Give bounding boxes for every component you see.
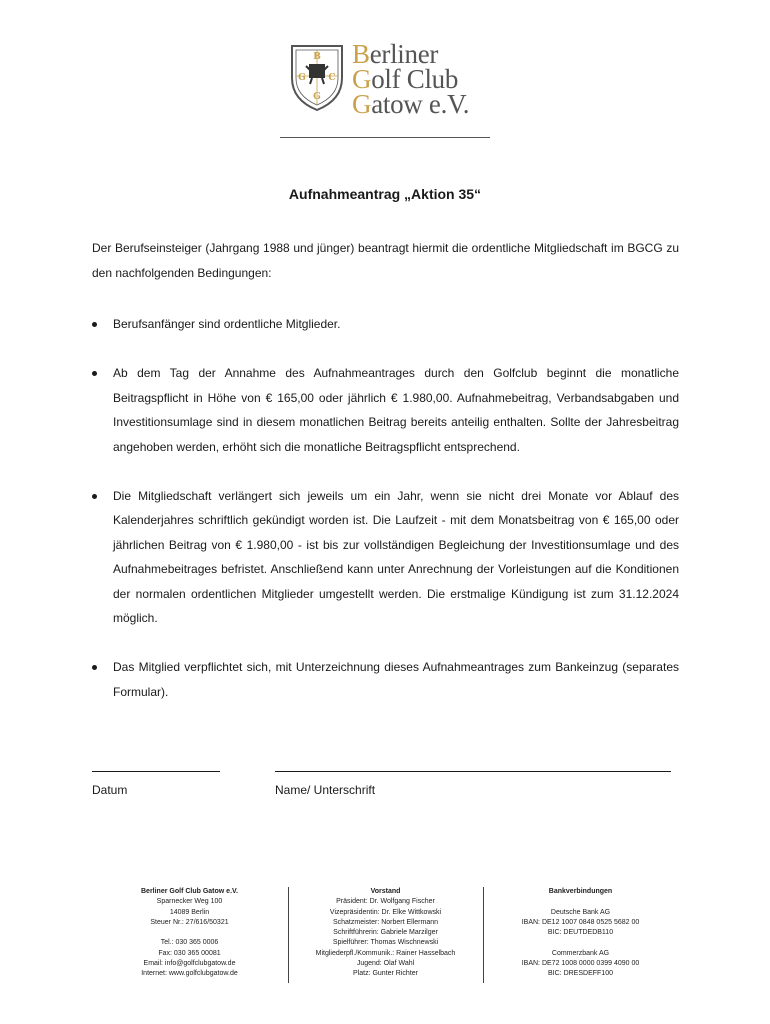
footer-board-column <box>288 887 483 980</box>
footer-line: Schriftführerin: Gabriele Marzilger <box>333 929 438 937</box>
footer-line: Platz: Gunter Richter <box>353 970 418 978</box>
footer-line: 14089 Berlin <box>169 908 210 916</box>
club-crest-icon <box>288 42 346 114</box>
crest-letter-top: B <box>313 52 321 62</box>
condition-text: Die Mitgliedschaft verlängert sich jeweils um ein Jahr, wenn sie nicht drei Monate vor Ablauf des Kalenderjahres schriftlich gekündigt worden ist. Die Laufzeit - mit dem Monatsbeitrag von € 165,00 oder jährlichen Beitrag von € 1.980,00 - ist bis zur vollständigen Begleichung der Investitionsumlage und des Aufnahmebeitrages befristet. Anschließend kann unter Anrechnung der Vorleistungen auf die Konditionen der normalen ordentlichen Mitglieder umgestellt werden. Die erstmalige Kündigung ist zum 31.12.2024 möglich. <box>113 488 679 625</box>
crest-letter-left: G <box>298 73 306 83</box>
bullet-icon <box>92 322 97 327</box>
footer-line: IBAN: DE72 1008 0000 0399 4090 00 <box>521 960 640 968</box>
footer-line: Commerzbank AG <box>551 949 610 957</box>
footer-line: Steuer Nr.: 27/616/50321 <box>150 918 229 926</box>
page-footer <box>92 887 679 983</box>
condition-text: Das Mitglied verpflichtet sich, mit Unterzeichnung dieses Aufnahmeantrages zum Bankeinzug (separates Formular). <box>113 660 679 699</box>
condition-text: Berufsanfänger sind ordentliche Mitglieder. <box>113 317 341 331</box>
footer-line <box>483 938 678 948</box>
conditions-list <box>92 312 679 729</box>
footer-club-column <box>92 887 287 980</box>
bullet-icon <box>92 494 97 499</box>
footer-line: Vizepräsidentin: Dr. Elke Wittkowski <box>329 908 442 916</box>
wordmark-line-2: Golf Club <box>352 64 459 94</box>
footer-line: Präsident: Dr. Wolfgang Fischer <box>336 898 435 906</box>
list-item <box>92 484 679 631</box>
footer-line: Fax: 030 365 00081 <box>158 949 221 957</box>
condition-text: Ab dem Tag der Annahme des Aufnahmeantrages durch den Golfclub beginnt die monatliche Beitragspflicht in Höhe von € 165,00 oder jährlich € 1.980,00. Aufnahmebeitrag, Verbandsabgaben und Investitionsumlage sind in diesem monatlichen Beitrag bereits anteilig enthalten. Sollte der Jahresbeitrag angehoben werden, erhöht sich die monatliche Beitragspflicht entsprechend. <box>113 366 679 454</box>
document-title: Aufnahmeantrag „Aktion 35“ <box>288 186 482 202</box>
footer-line: BIC: DRESDEFF100 <box>548 970 613 978</box>
footer-line: Schatzmeister: Norbert Ellermann <box>332 918 439 926</box>
name-signature-line[interactable] <box>275 771 671 772</box>
crest-letter-bottom: G <box>313 92 321 102</box>
list-item <box>92 312 679 337</box>
date-label: Datum <box>92 783 128 797</box>
wordmark-line-3: Gatow e.V. <box>352 89 470 119</box>
footer-line: Spielführer: Thomas Wischnewski <box>332 939 439 947</box>
footer-line: Jugend: Olaf Wahl <box>356 960 415 968</box>
footer-club-head: Berliner Golf Club Gatow e.V. <box>141 888 238 895</box>
list-item <box>92 655 679 704</box>
club-logo <box>288 39 488 130</box>
crest-letter-right: C <box>328 73 336 83</box>
footer-line: Mitgliederpfl./Kommunik.: Rainer Hasselbach <box>315 949 456 957</box>
footer-line: Internet: www.golfclubgatow.de <box>141 970 238 978</box>
bullet-icon <box>92 371 97 376</box>
footer-line: IBAN: DE12 1007 0848 0525 5682 00 <box>521 918 640 926</box>
footer-line: Deutsche Bank AG <box>550 908 611 916</box>
name-label: Name/ Unterschrift <box>275 783 376 797</box>
intro-paragraph: Der Berufseinsteiger (Jahrgang 1988 und jünger) beantragt hiermit die ordentliche Mitgliedschaft im BGCG zu den nachfolgenden Bedingungen: <box>92 241 679 280</box>
club-wordmark <box>352 39 470 119</box>
list-item <box>92 361 679 459</box>
header-divider <box>280 137 490 138</box>
footer-board-head: Vorstand <box>370 888 401 895</box>
date-signature-line[interactable] <box>92 771 220 772</box>
footer-line: Sparnecker Weg 100 <box>156 898 223 906</box>
footer-line: Email: info@golfclubgatow.de <box>143 960 236 968</box>
footer-line: Tel.: 030 365 0006 <box>160 939 219 947</box>
footer-bank-column <box>483 887 678 980</box>
footer-line <box>483 897 678 907</box>
footer-line <box>92 928 287 938</box>
footer-bank-head: Bankverbindungen <box>548 888 613 895</box>
bullet-icon <box>92 665 97 670</box>
footer-line: BIC: DEUTDEDB110 <box>547 929 614 937</box>
wordmark-line-1: Berliner <box>352 39 439 69</box>
